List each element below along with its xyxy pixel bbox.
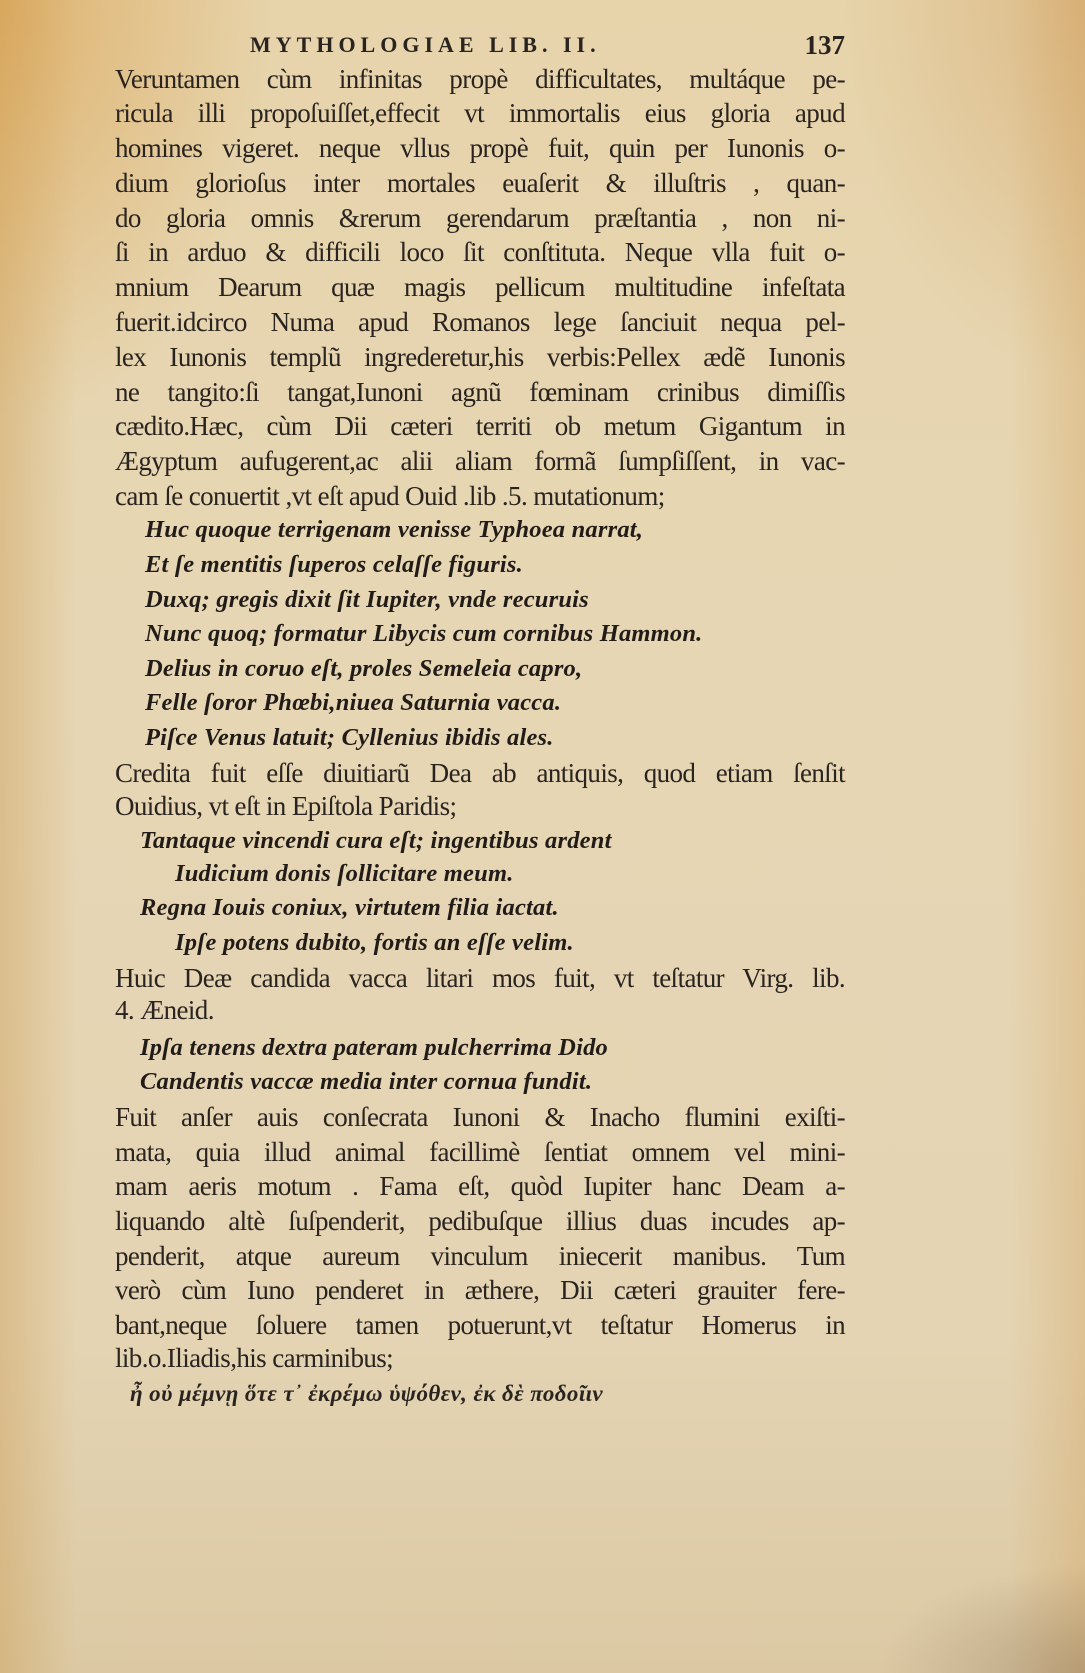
verse-line: Nunc quoq; formatur Libycis cum cornibus Hammon. — [145, 620, 703, 647]
page-stain — [875, 1563, 1085, 1673]
text-line: verò cùm Iuno penderet in æthere, Dii cæteri grauiter fere- — [115, 1275, 845, 1305]
verse-line: Duxq; gregis dixit ſit Iupiter, vnde recuruis — [145, 586, 589, 613]
text-line: Fuit anſer auis conſecrata Iunoni & Inacho flumini exiſti- — [115, 1102, 845, 1132]
text-line: liquando altè ſuſpenderit, pedibuſque illius duas incudes ap- — [115, 1206, 845, 1236]
verse-line: Tantaque vincendi cura eſt; ingentibus ardent — [140, 827, 612, 854]
text-line: homines vigeret. neque vllus propè fuit, quin per Iunonis o- — [115, 133, 845, 163]
text-line: penderit, atque aureum vinculum iniecerit manibus. Tum — [115, 1241, 845, 1271]
text-line: ricula illi propoſuiſſet,effecit vt immortalis eius gloria apud — [115, 98, 845, 128]
text-line: lex Iunonis templũ ingrederetur,his verbis:Pellex ædẽ Iunonis — [115, 342, 845, 372]
verse-line: Ipſe potens dubito, fortis an eſſe velim. — [175, 929, 574, 956]
text-line: Veruntamen cùm infinitas propè difficultates, multáque pe- — [115, 64, 845, 94]
text-line: Huic Deæ candida vacca litari mos fuit, vt teſtatur Virg. lib. — [115, 963, 845, 993]
text-line: fuerit.idcirco Numa apud Romanos lege ſanciuit nequa pel- — [115, 307, 845, 337]
verse-line: Piſce Venus latuit; Cyllenius ibidis ales. — [145, 724, 554, 751]
text-line: mnium Dearum quæ magis pellicum multitudine infeſtata — [115, 272, 845, 302]
text-line: mata, quia illud animal facillimè ſentiat omnem vel mini- — [115, 1137, 845, 1167]
text-line: ſi in arduo & difficili loco ſit conſtituta. Neque vlla fuit o- — [115, 237, 845, 267]
verse-line: Iudicium donis ſollicitare meum. — [175, 860, 514, 887]
text-line: cædito.Hæc, cùm Dii cæteri territi ob metum Gigantum in — [115, 411, 845, 441]
verse-line: Et ſe mentitis ſuperos celaſſe figuris. — [145, 551, 523, 578]
text-line: Credita fuit eſſe diuitiarũ Dea ab antiquis, quod etiam ſenſit — [115, 758, 845, 788]
verse-line: Ipſa tenens dextra pateram pulcherrima Dido — [140, 1034, 608, 1061]
greek-verse-line: ἦ οὐ μέμνῃ ὅτε τ᾽ ἐκρέμω ὑψόθεν, ἐκ δὲ ποδοῖιν — [130, 1381, 604, 1406]
text-line: bant,neque ſoluere tamen potuerunt,vt teſtatur Homerus in — [115, 1310, 845, 1340]
text-line: 4. Æneid. — [115, 995, 214, 1025]
running-title: MYTHOLOGIAE LIB. II. — [250, 32, 601, 57]
text-line: do gloria omnis &rerum gerendarum præſtantia , non ni- — [115, 203, 845, 233]
text-line: Ægyptum aufugerent,ac alii aliam formã ſumpſiſſent, in vac- — [115, 446, 845, 476]
verse-line: Huc quoque terrigenam venisse Typhoea narrat, — [145, 516, 644, 543]
verse-line: Candentis vaccæ media inter cornua fundit. — [140, 1068, 593, 1095]
verse-line: Delius in coruo eſt, proles Semeleia capro, — [145, 655, 583, 682]
text-line: dium glorioſus inter mortales euaſerit & illuſtris , quan- — [115, 168, 845, 198]
text-line: mam aeris motum . Fama eſt, quòd Iupiter hanc Deam a- — [115, 1171, 845, 1201]
text-line: lib.o.Iliadis,his carminibus; — [115, 1343, 394, 1373]
text-line: cam ſe conuertit ,vt eſt apud Ouid .lib .5. mutationum; — [115, 481, 665, 511]
verse-line: Regna Iouis coniux, virtutem filia iactat. — [140, 894, 559, 921]
verse-line: Felle ſoror Phœbi,niuea Saturnia vacca. — [145, 689, 562, 716]
running-header — [250, 30, 845, 62]
text-line: Ouidius, vt eſt in Epiſtola Paridis; — [115, 791, 457, 821]
text-line: ne tangito:ſi tangat,Iunoni agnũ fœminam crinibus dimiſſis — [115, 377, 845, 407]
page-number: 137 — [804, 30, 845, 60]
